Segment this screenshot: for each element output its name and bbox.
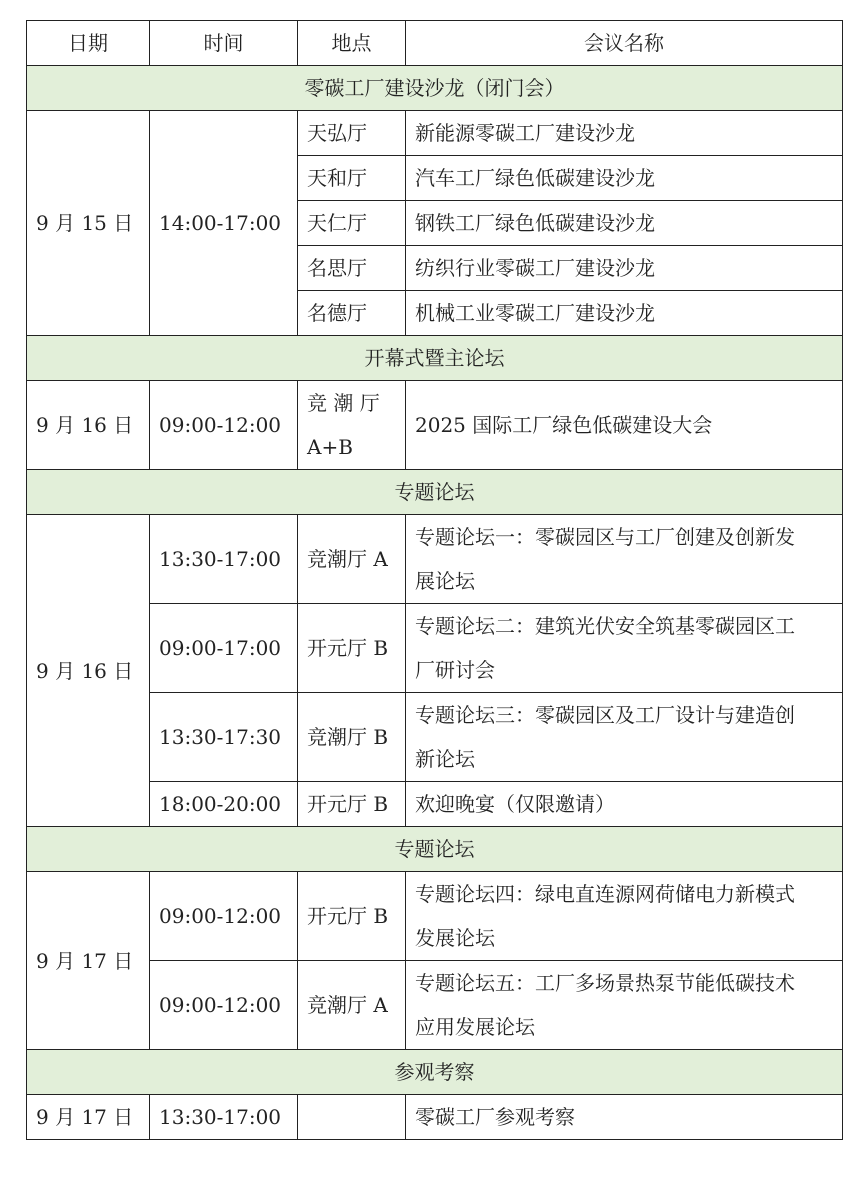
time-cell: 13:30-17:00 [150, 1095, 298, 1140]
time-cell: 13:30-17:30 [150, 693, 298, 782]
name-line: 发展论坛 [415, 926, 495, 950]
venue-cell: 竞潮厅 B [298, 693, 406, 782]
section-title: 零碳工厂建设沙龙（闭门会） [27, 66, 843, 111]
venue-line: A+B [307, 435, 353, 459]
table-row [27, 961, 843, 1050]
header-row [27, 21, 843, 66]
name-cell [406, 693, 843, 782]
date-cell: 9 月 17 日 [27, 1095, 150, 1140]
venue-cell: 名思厅 [298, 246, 406, 291]
venue-line: 竞 潮 厅 [307, 391, 380, 415]
table-row [27, 1095, 843, 1140]
header-name: 会议名称 [406, 21, 843, 66]
name-cell: 汽车工厂绿色低碳建设沙龙 [406, 156, 843, 201]
name-cell [406, 515, 843, 604]
section-row [27, 66, 843, 111]
time-cell: 13:30-17:00 [150, 515, 298, 604]
schedule-table [26, 20, 843, 1140]
table-row [27, 693, 843, 782]
venue-cell: 天弘厅 [298, 111, 406, 156]
section-title: 参观考察 [27, 1050, 843, 1095]
venue-cell: 开元厅 B [298, 604, 406, 693]
name-line: 专题论坛四：绿电直连源网荷储电力新模式 [415, 882, 795, 906]
name-cell: 机械工业零碳工厂建设沙龙 [406, 291, 843, 336]
section-title: 开幕式暨主论坛 [27, 336, 843, 381]
name-line: 厂研讨会 [415, 658, 495, 682]
venue-cell: 名德厅 [298, 291, 406, 336]
name-cell: 纺织行业零碳工厂建设沙龙 [406, 246, 843, 291]
name-cell: 新能源零碳工厂建设沙龙 [406, 111, 843, 156]
time-cell: 09:00-17:00 [150, 604, 298, 693]
name-line: 专题论坛三：零碳园区及工厂设计与建造创 [415, 703, 795, 727]
header-date: 日期 [27, 21, 150, 66]
date-cell: 9 月 17 日 [27, 872, 150, 1050]
header-time: 时间 [150, 21, 298, 66]
date-cell: 9 月 16 日 [27, 381, 150, 470]
name-line: 专题论坛五：工厂多场景热泵节能低碳技术 [415, 971, 795, 995]
table-row [27, 515, 843, 604]
date-cell: 9 月 16 日 [27, 515, 150, 827]
table-row [27, 604, 843, 693]
name-cell [406, 961, 843, 1050]
name-line: 新论坛 [415, 747, 475, 771]
venue-cell: 竞潮厅 A [298, 515, 406, 604]
name-cell [406, 872, 843, 961]
section-row [27, 470, 843, 515]
name-cell: 零碳工厂参观考察 [406, 1095, 843, 1140]
name-cell: 欢迎晚宴（仅限邀请） [406, 782, 843, 827]
name-cell: 2025 国际工厂绿色低碳建设大会 [406, 381, 843, 470]
name-line: 专题论坛一：零碳园区与工厂创建及创新发 [415, 525, 795, 549]
date-cell: 9 月 15 日 [27, 111, 150, 336]
time-cell: 09:00-12:00 [150, 961, 298, 1050]
table-row [27, 111, 843, 156]
table-row [27, 782, 843, 827]
section-title: 专题论坛 [27, 827, 843, 872]
name-line: 专题论坛二：建筑光伏安全筑基零碳园区工 [415, 614, 795, 638]
name-line: 展论坛 [415, 569, 475, 593]
time-cell: 14:00-17:00 [150, 111, 298, 336]
table-row [27, 381, 843, 470]
venue-cell: 开元厅 B [298, 782, 406, 827]
table-row [27, 872, 843, 961]
section-row [27, 336, 843, 381]
venue-cell: 开元厅 B [298, 872, 406, 961]
venue-cell [298, 381, 406, 470]
venue-cell: 天仁厅 [298, 201, 406, 246]
venue-cell: 竞潮厅 A [298, 961, 406, 1050]
name-cell [406, 604, 843, 693]
time-cell: 09:00-12:00 [150, 381, 298, 470]
time-cell: 18:00-20:00 [150, 782, 298, 827]
name-line: 应用发展论坛 [415, 1015, 535, 1039]
venue-cell [298, 1095, 406, 1140]
header-venue: 地点 [298, 21, 406, 66]
section-row [27, 1050, 843, 1095]
time-cell: 09:00-12:00 [150, 872, 298, 961]
venue-cell: 天和厅 [298, 156, 406, 201]
section-title: 专题论坛 [27, 470, 843, 515]
name-cell: 钢铁工厂绿色低碳建设沙龙 [406, 201, 843, 246]
section-row [27, 827, 843, 872]
